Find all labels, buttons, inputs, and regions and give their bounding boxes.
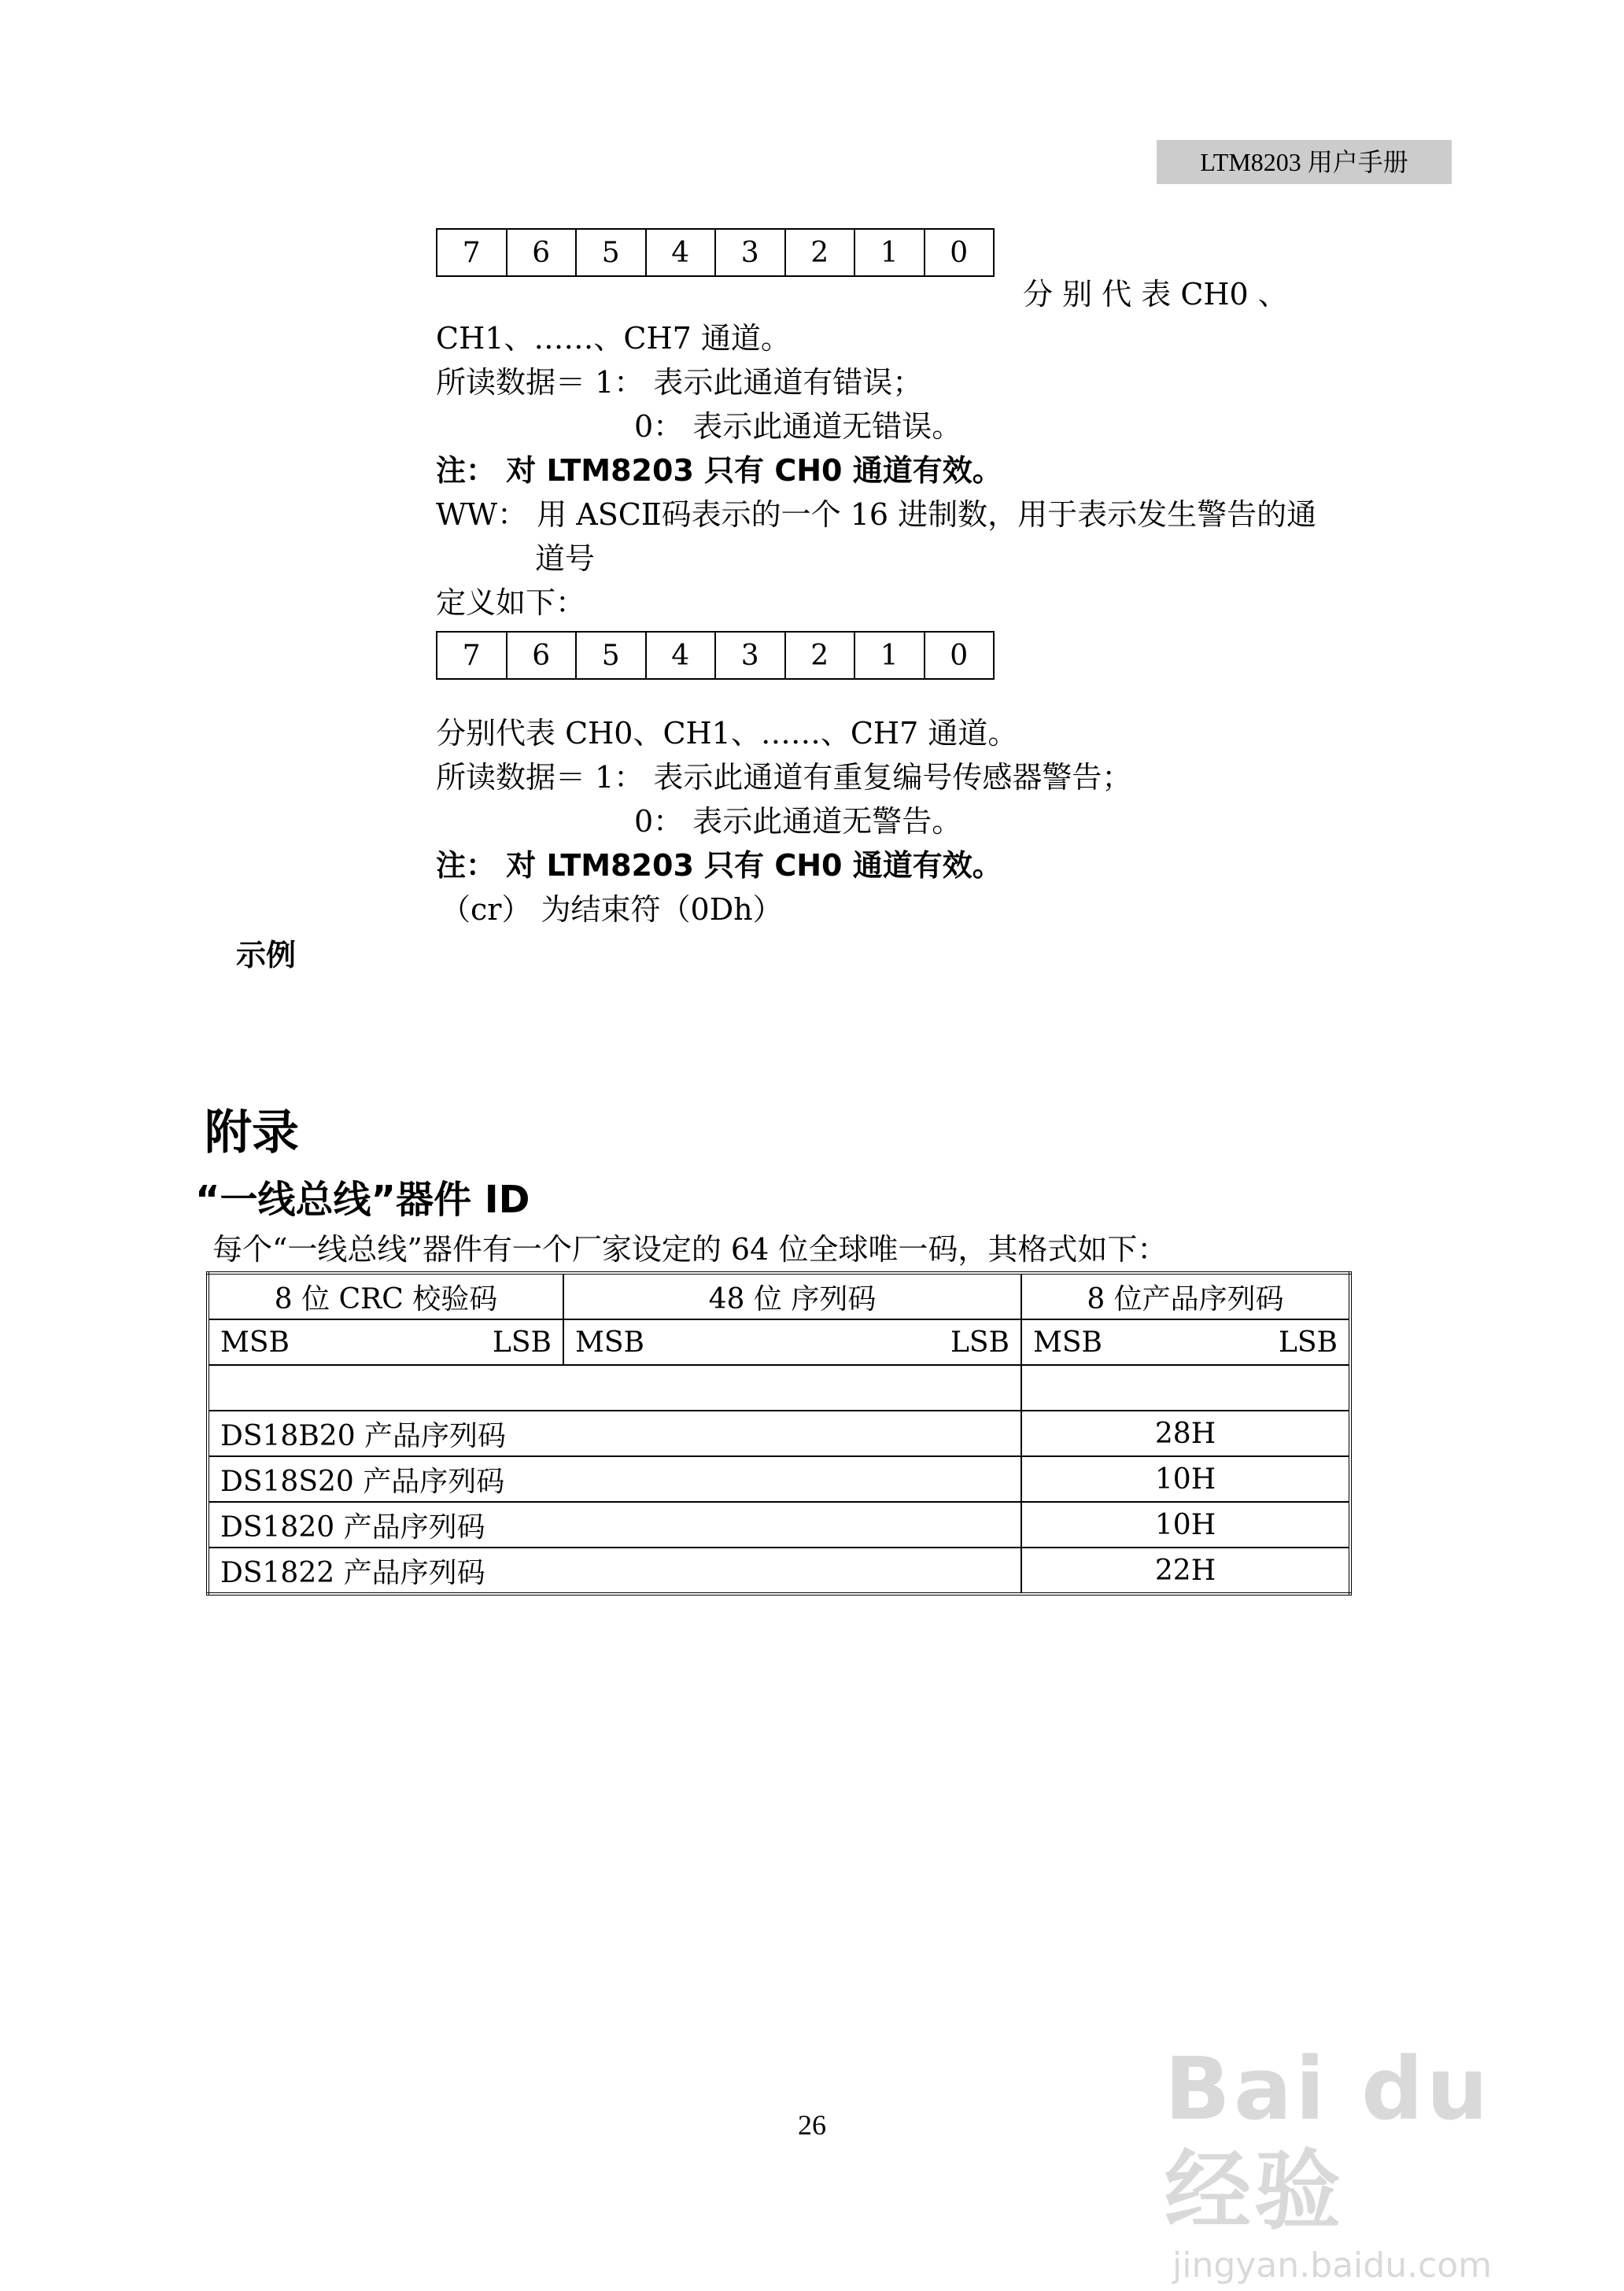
appendix-title: 附录 bbox=[205, 1105, 299, 1160]
header-family: 8 位产品序列码 bbox=[1021, 1273, 1350, 1319]
read-data-0: 0： 表示此通道无错误。 bbox=[634, 409, 962, 444]
ww-desc-line1: WW： 用 ASCⅡ码表示的一个 16 进制数，用于表示发生警告的通 bbox=[436, 497, 1317, 532]
bit-cell: 4 bbox=[646, 229, 716, 276]
device-name: DS18B20 产品序列码 bbox=[208, 1411, 1021, 1456]
bit-cell: 7 bbox=[437, 229, 507, 276]
read-data-1: 所读数据＝ 1： 表示此通道有错误； bbox=[436, 365, 923, 400]
device-name: DS1820 产品序列码 bbox=[208, 1502, 1021, 1548]
device-id-table bbox=[206, 1271, 1352, 1596]
channel-desc-cont: CH1、……、CH7 通道。 bbox=[436, 321, 791, 356]
family-code: 22H bbox=[1021, 1548, 1350, 1594]
read-data-1-warning: 所读数据＝ 1： 表示此通道有重复编号传感器警告； bbox=[436, 760, 1132, 795]
bit-cell: 0 bbox=[925, 229, 995, 276]
bit-cell: 3 bbox=[715, 229, 785, 276]
bit-cell: 7 bbox=[437, 632, 507, 679]
table-row bbox=[208, 1502, 1350, 1548]
bit-table-errors bbox=[436, 228, 995, 277]
family-code: 10H bbox=[1021, 1456, 1350, 1502]
lsb-label: LSB bbox=[950, 1326, 1009, 1359]
device-name: DS1822 产品序列码 bbox=[208, 1548, 1021, 1594]
bit-cell: 1 bbox=[854, 632, 925, 679]
table-empty-row bbox=[208, 1365, 1350, 1411]
msb-label: MSB bbox=[575, 1326, 644, 1359]
table-row bbox=[208, 1411, 1350, 1456]
family-code: 10H bbox=[1021, 1502, 1350, 1548]
msb-label: MSB bbox=[1033, 1326, 1102, 1359]
define-label: 定义如下： bbox=[436, 585, 586, 620]
note-ch0-2: 注： 对 LTM8203 只有 CH0 通道有效。 bbox=[436, 848, 1002, 883]
family-code: 28H bbox=[1021, 1411, 1350, 1456]
bit-cell: 1 bbox=[854, 229, 925, 276]
bit-cell: 2 bbox=[785, 229, 855, 276]
watermark-url: jingyan.baidu.com bbox=[1172, 2245, 1493, 2285]
msb-label: MSB bbox=[220, 1326, 290, 1359]
bit-cell: 5 bbox=[576, 632, 646, 679]
baidu-jingyan-watermark bbox=[1164, 2038, 1605, 2285]
page-number: 26 bbox=[798, 2109, 826, 2141]
note-ch0: 注： 对 LTM8203 只有 CH0 通道有效。 bbox=[436, 453, 1002, 488]
example-label: 示例 bbox=[236, 938, 297, 972]
channel-desc-2: 分别代表 CH0、CH1、……、CH7 通道。 bbox=[436, 716, 1018, 751]
bit-cell: 3 bbox=[715, 632, 785, 679]
header-crc: 8 位 CRC 校验码 bbox=[208, 1273, 563, 1319]
page-header-title: LTM8203 用户手册 bbox=[1157, 140, 1452, 184]
bit-cell: 5 bbox=[576, 229, 646, 276]
bit-cell: 0 bbox=[925, 632, 995, 679]
cr-terminator: （cr） 为结束符（0Dh） bbox=[441, 892, 783, 927]
appendix-subtitle: “一线总线”器件 ID bbox=[195, 1178, 530, 1222]
header-serial: 48 位 序列码 bbox=[563, 1273, 1021, 1319]
appendix-intro: 每个“一线总线”器件有一个厂家设定的 64 位全球唯一码，其格式如下： bbox=[212, 1232, 1168, 1267]
ww-desc-line2: 道号 bbox=[535, 541, 596, 576]
table-row bbox=[208, 1548, 1350, 1594]
lsb-label: LSB bbox=[492, 1326, 552, 1359]
bit-cell: 6 bbox=[507, 632, 577, 679]
bit-cell: 4 bbox=[646, 632, 716, 679]
table-msb-lsb-row bbox=[208, 1319, 1350, 1365]
watermark-brand: Bai du 经验 bbox=[1164, 2038, 1492, 2241]
table-header-row bbox=[208, 1273, 1350, 1319]
lsb-label: LSB bbox=[1278, 1326, 1338, 1359]
bit-table-warnings bbox=[436, 631, 995, 680]
table-row bbox=[208, 1456, 1350, 1502]
bit-cell: 6 bbox=[507, 229, 577, 276]
read-data-0-warning: 0： 表示此通道无警告。 bbox=[634, 804, 962, 839]
device-name: DS18S20 产品序列码 bbox=[208, 1456, 1021, 1502]
bit-cell: 2 bbox=[785, 632, 855, 679]
channel-desc-right: 分 别 代 表 CH0 、 bbox=[1023, 277, 1288, 312]
